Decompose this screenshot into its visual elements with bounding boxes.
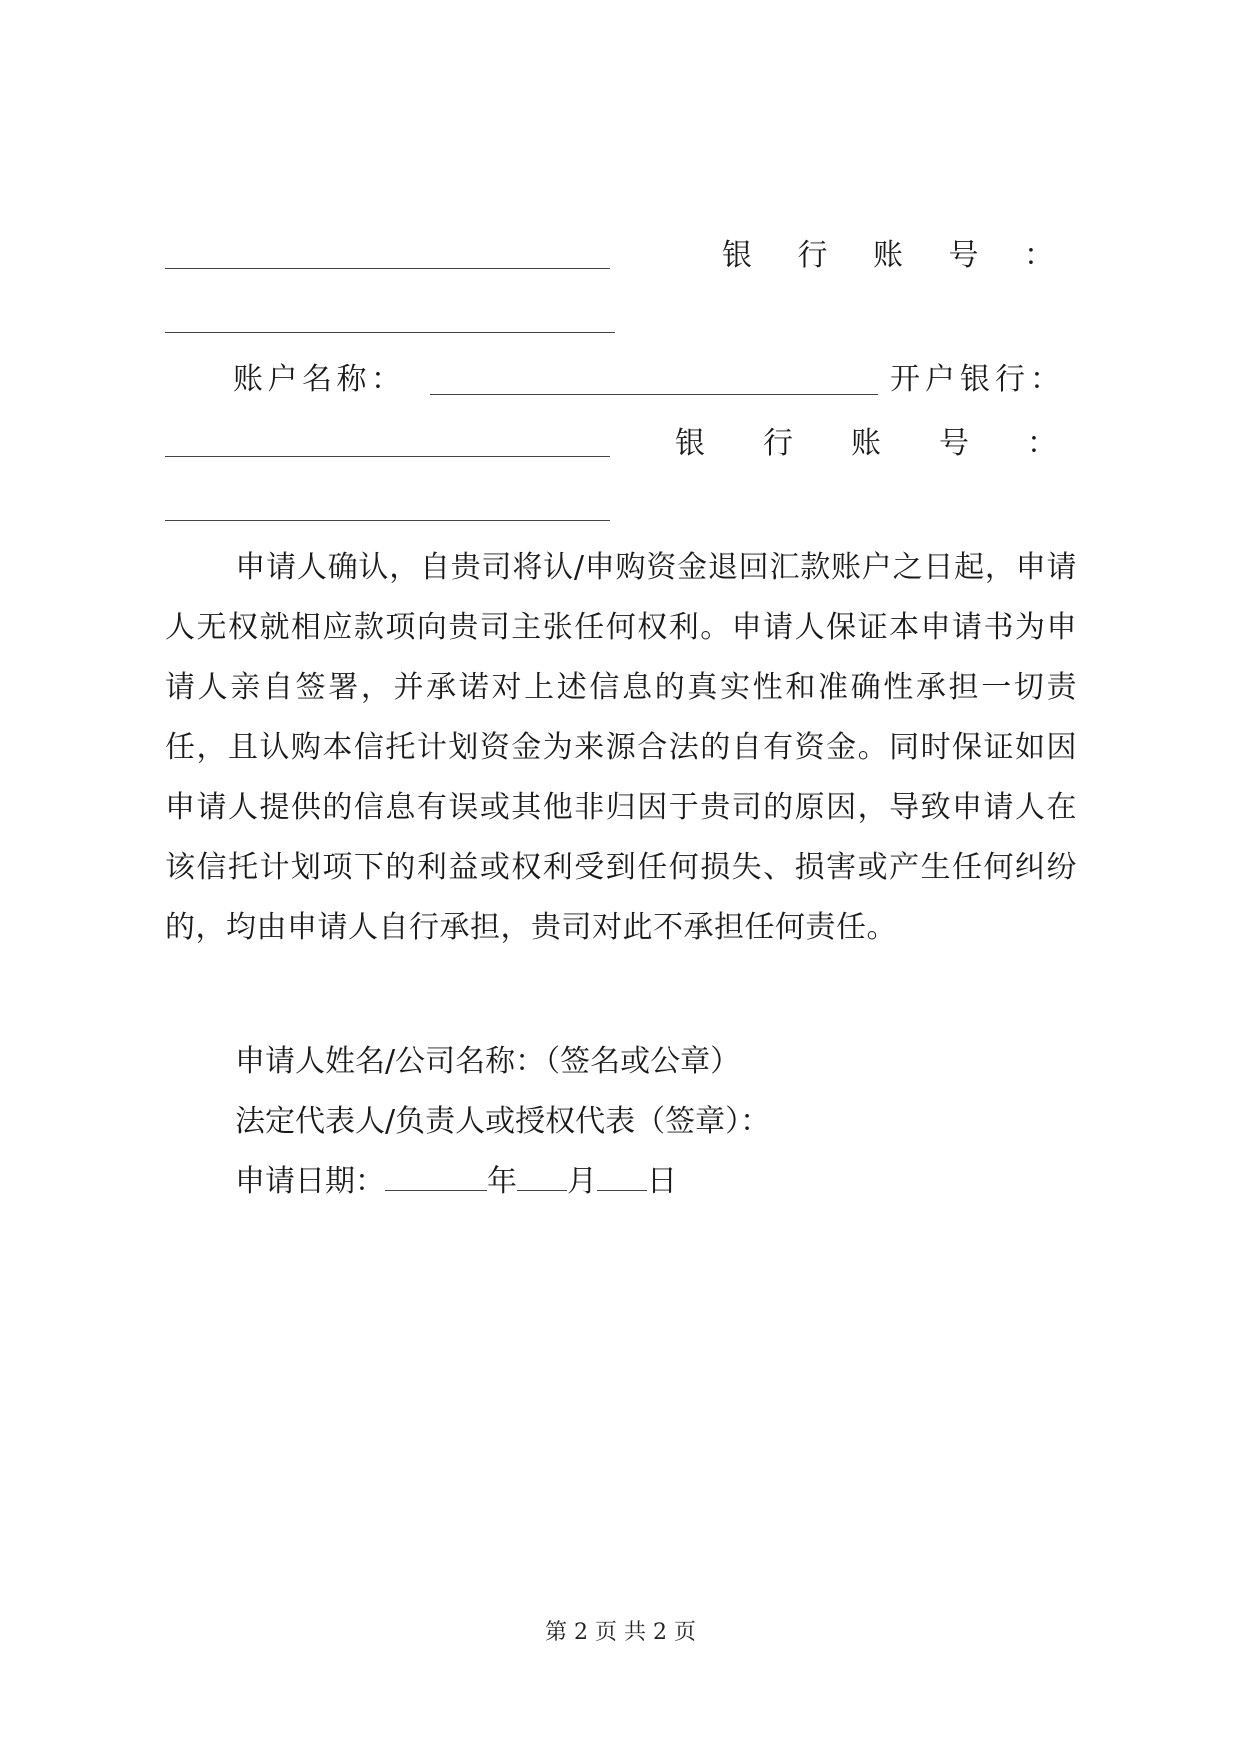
account-name-blank[interactable]	[430, 394, 878, 395]
year-label: 年	[487, 1164, 517, 1199]
page-footer: 第 2 页 共 2 页	[545, 1620, 696, 1645]
year-blank[interactable]	[385, 1160, 487, 1191]
applicant-name-line: 申请人姓名/公司名称：（签名或公章）	[235, 1044, 741, 1079]
bank-account-value-blank[interactable]	[165, 332, 615, 333]
bank-account-label-1: 银 行 账 号 ：	[722, 238, 1054, 273]
confirmation-text: 申请人确认，自贵司将认/申购资金退回汇款账户之日起，申请人无权就相应款项向贵司主张任何权利。申请人保证本申请书为申请人亲自签署，并承诺对上述信息的真实性和准确性承担一切责任，且认购本信托计划资金为来源合法的自有资金。同时保证如因申请人提供的信息有误或其他非归因于贵司的原因，导致申请人在该信托计划项下的利益或权利受到任何损失、损害或产生任何纠纷的，均由申请人自行承担，贵司对此不承担任何责任。	[165, 550, 1077, 945]
account-name-label: 账 户 名 称 ：	[233, 362, 401, 397]
date-label: 申请日期：	[235, 1164, 385, 1199]
representative-line: 法定代表人/负责人或授权代表（签章）：	[235, 1104, 771, 1139]
day-blank[interactable]	[597, 1160, 647, 1191]
open-bank-label: 开 户 银 行 ：	[890, 362, 1060, 397]
month-blank[interactable]	[517, 1160, 567, 1191]
bank-account-label-2: 银 行 账 号 ：	[675, 426, 1057, 461]
open-bank-blank[interactable]	[165, 456, 610, 457]
bank-account-blank-1[interactable]	[165, 268, 610, 269]
month-label: 月	[567, 1164, 597, 1199]
day-label: 日	[647, 1164, 677, 1199]
bank-account-blank-2[interactable]	[165, 520, 610, 521]
confirmation-paragraph	[165, 538, 1077, 958]
application-date-line	[235, 1160, 677, 1204]
